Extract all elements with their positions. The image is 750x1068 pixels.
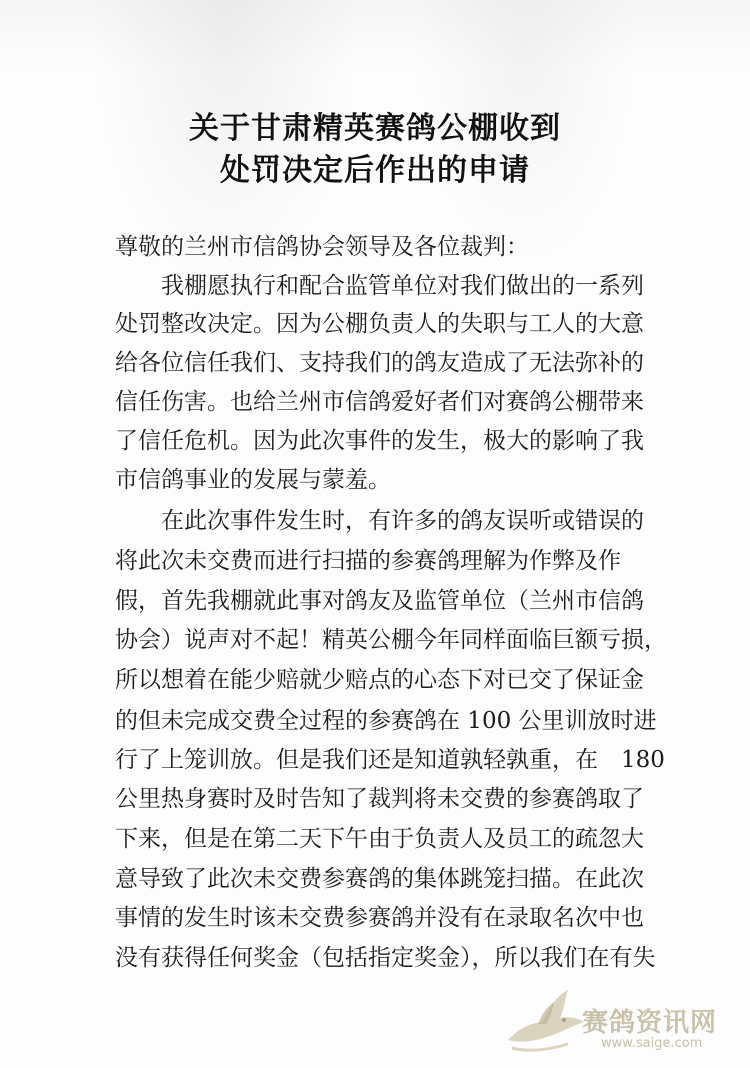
watermark-site-name: 赛鸽资讯网 bbox=[582, 1008, 718, 1038]
scan-shadow bbox=[0, 0, 750, 70]
body-line: 协会）说声对不起！精英公棚今年同样面临巨额亏损， bbox=[115, 627, 667, 653]
body-line: 我棚愿执行和配合监管单位对我们做出的一系列 bbox=[115, 273, 644, 299]
salutation: 尊敬的兰州市信鸽协会领导及各位裁判： bbox=[115, 234, 529, 260]
body-line: 意导致了此次未交费参赛鸽的集体跳笼扫描。在此次 bbox=[115, 866, 644, 892]
body-line: 下来，但是在第二天下午由于负责人及员工的疏忽大 bbox=[115, 826, 644, 852]
body-line: 行了上笼训放。但是我们还是知道孰轻孰重，在 180 bbox=[115, 747, 665, 773]
body-line: 事情的发生时该未交费参赛鸽并没有在录取名次中也 bbox=[115, 905, 644, 931]
body-line: 公里热身赛时及时告知了裁判将未交费的参赛鸽取了 bbox=[115, 786, 644, 812]
body-line: 所以想着在能少赔就少赔点的心态下对已交了保证金 bbox=[115, 667, 644, 693]
body-line: 信任伤害。也给兰州市信鸽爱好者们对赛鸽公棚带来 bbox=[115, 389, 644, 415]
body-line: 在此次事件发生时，有许多的鸽友误听或错误的 bbox=[115, 508, 644, 534]
document-title-line-2: 处罚决定后作出的申请 bbox=[220, 153, 530, 188]
document-title-line-1: 关于甘肃精英赛鸽公棚收到 bbox=[189, 111, 561, 146]
pigeon-logo-icon bbox=[498, 978, 590, 1058]
body-line: 的但未完成交费全过程的参赛鸽在 100 公里训放时进 bbox=[115, 708, 657, 734]
body-line: 了信任危机。因为此次事件的发生，极大的影响了我 bbox=[115, 428, 644, 454]
body-line: 处罚整改决定。因为公棚负责人的失职与工人的大意 bbox=[115, 311, 644, 337]
body-line: 将此次未交费而进行扫描的参赛鸽理解为作弊及作 bbox=[115, 548, 621, 574]
body-line: 市信鸽事业的发展与蒙羞。 bbox=[115, 467, 391, 493]
body-line: 没有获得任何奖金（包括指定奖金），所以我们在有失 bbox=[115, 945, 656, 971]
body-line: 假，首先我棚就此事对鸽友及监管单位（兰州市信鸽 bbox=[115, 588, 644, 614]
site-watermark bbox=[498, 978, 738, 1058]
body-line: 给各位信任我们、支持我们的鸽友造成了无法弥补的 bbox=[115, 350, 644, 376]
watermark-url: www.saige.com bbox=[601, 1036, 703, 1051]
